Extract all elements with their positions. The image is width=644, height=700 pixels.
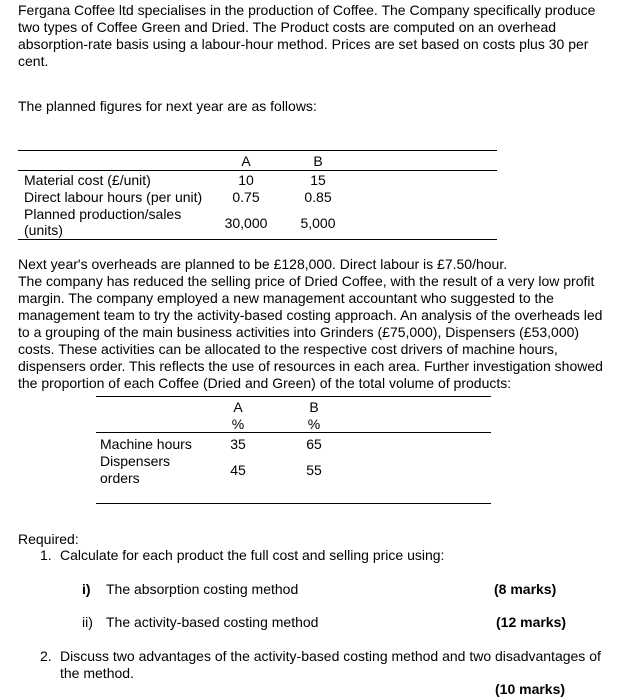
question-1-number: 1. <box>40 547 52 563</box>
table2-header-b: B <box>309 399 319 415</box>
table2-cell-a: 35 <box>230 436 246 452</box>
question-1-text: Calculate for each product the full cost and selling price using: <box>60 547 445 563</box>
table2-cell-b: 55 <box>306 462 322 478</box>
table2-row-label-cont: orders <box>100 470 140 486</box>
table1-bottom-rule <box>18 239 497 240</box>
question-1ii-number: ii) <box>82 614 93 630</box>
table2-row-label: Machine hours <box>100 436 192 452</box>
table1-cell-b: 15 <box>310 172 326 188</box>
table2-row-label: Dispensers <box>100 453 171 469</box>
table1-row-label-cont: (units) <box>24 222 63 238</box>
table2-header-a: A <box>233 399 243 415</box>
table1-row-label: Material cost (£/unit) <box>24 172 151 188</box>
table2-cell-a: 45 <box>230 462 246 478</box>
table2-cell-b: 65 <box>306 436 322 452</box>
table1-cell-a: 0.75 <box>232 189 260 205</box>
table1-top-rule <box>18 150 497 151</box>
table1-header-a: A <box>241 153 251 169</box>
table1-cell-b: 5,000 <box>300 215 336 231</box>
table2-bottom-rule <box>96 503 491 504</box>
intro-paragraph: Fergana Coffee ltd specialises in the production of Coffee. The Company specifically produce two types of Coffee Green and Dried. The Product costs are computed on an overhead absorption-rate basis using a labour-hour method. Prices are set based on costs plus 30 per cent. <box>18 2 596 69</box>
planned-heading: The planned figures for next year are as follows: <box>18 98 317 114</box>
table1-header-rule <box>18 170 497 171</box>
question-1i-number: i) <box>82 581 91 597</box>
table2-header-rule <box>96 432 491 433</box>
question-1i-marks: (8 marks) <box>494 581 557 597</box>
table2-unit-a: % <box>231 416 245 432</box>
table2-top-rule <box>96 396 491 397</box>
table1-header-b: B <box>313 153 323 169</box>
table1-cell-b: 0.85 <box>304 189 332 205</box>
question-2-text: Discuss two advantages of the activity-based costing method and two disadvantages of the method. <box>60 648 601 681</box>
table1-row-label: Direct labour hours (per unit) <box>24 189 203 205</box>
table1-cell-a: 30,000 <box>224 215 268 231</box>
question-1ii-marks: (12 marks) <box>496 614 567 630</box>
question-2-marks: (10 marks) <box>495 681 566 697</box>
table1-row-label: Planned production/sales <box>24 206 182 222</box>
table2-unit-b: % <box>307 416 321 432</box>
required-heading: Required: <box>18 531 79 547</box>
question-1i-text: The absorption costing method <box>106 581 299 597</box>
table1-cell-a: 10 <box>238 172 254 188</box>
overheads-paragraph: Next year's overheads are planned to be £128,000. Direct labour is £7.50/hour. The company has reduced the selling price of Dried Coffee, with the result of a very low profit margin. The company employed a new management accountant who suggested to the management team to try the activity-based costing approach. An analysis of the overheads led to a grouping of the main business activities into Grinders (£75,000), Dispensers (£53,000) costs. These activities can be allocated to the respective cost drivers of machine hours, dispensers order. This reflects the use of resources in each area. Further investigation showed the proportion of each Coffee (Dried and Green) of the total volume of products: <box>18 256 603 391</box>
question-1ii-text: The activity-based costing method <box>106 614 319 630</box>
question-2-number: 2. <box>40 648 52 664</box>
